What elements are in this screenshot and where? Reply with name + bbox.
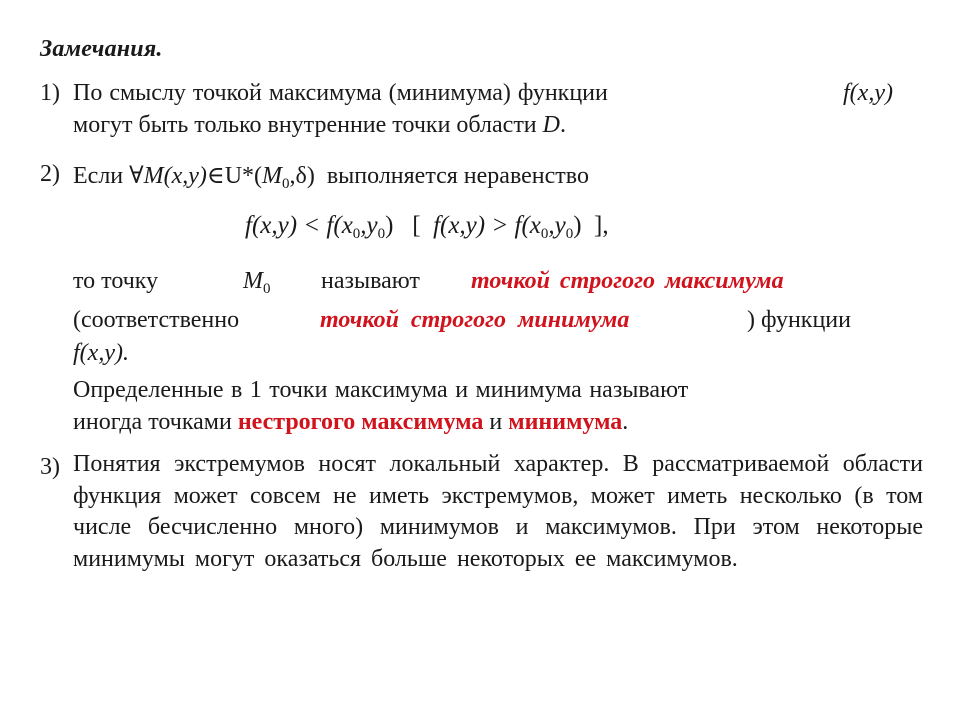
- forall-symbol: ∀: [129, 163, 144, 189]
- item1-line1: [73, 80, 608, 107]
- eq-s2: 0: [352, 226, 361, 242]
- eq-bracket-open: [: [412, 212, 421, 239]
- eq-a3: (x,y) >: [440, 212, 515, 239]
- function-args: (x,y): [849, 80, 893, 106]
- item1-number: 1): [40, 80, 60, 106]
- inequality-holds-text: выполняется неравенство: [326, 163, 589, 189]
- delta: ,δ): [289, 163, 315, 189]
- eq-e4: ): [573, 212, 582, 239]
- item3-number: 3): [40, 454, 60, 480]
- item1-line2: [73, 112, 566, 139]
- element-of-symbol: ∈: [206, 163, 225, 189]
- sometimes-points-text: иногда точками: [73, 409, 232, 435]
- eq-a1: (x,y) <: [251, 212, 327, 239]
- eq-f3: f: [433, 212, 441, 239]
- definition-line1: Определенные в 1 точки максимума и минимума называют: [73, 377, 689, 403]
- eq-c4: ,y: [548, 212, 566, 239]
- eq-s3: 0: [377, 226, 386, 242]
- inequality-equation: [245, 212, 609, 240]
- eq-p4: (x: [521, 212, 541, 239]
- eq-f2: f: [326, 212, 334, 239]
- nonstrict-maximum-term: нестрогого максимума: [237, 409, 484, 435]
- function-args-last: (x,y).: [79, 340, 129, 366]
- point-m: M: [143, 163, 164, 189]
- definition-line2: [73, 409, 628, 436]
- respectively-text: (соответственно: [73, 307, 240, 333]
- item1-period: .: [560, 112, 566, 138]
- if-word: Если: [73, 163, 124, 189]
- eq-c2: ,y: [360, 212, 378, 239]
- eq-f4: f: [514, 212, 522, 239]
- point-m0-label: M: [243, 268, 263, 294]
- function-f: f: [843, 80, 850, 106]
- item1-line2-text: могут быть только внутренние точки области: [73, 112, 537, 138]
- item1-function: [843, 80, 893, 107]
- region-d: D: [542, 112, 560, 138]
- eq-s4: 0: [540, 226, 549, 242]
- eq-s5: 0: [565, 226, 574, 242]
- function-word: ) функции: [747, 307, 851, 333]
- function-fxy-line: [73, 340, 129, 367]
- then-point-text: то точку: [73, 268, 159, 294]
- and-word: и: [489, 409, 503, 435]
- point-m0-sub: 0: [263, 281, 271, 297]
- strict-maximum-term: точкой строгого максимума: [471, 268, 784, 294]
- strict-minimum-term: точкой строгого минимума: [320, 307, 630, 333]
- point-m0: M: [262, 163, 283, 189]
- called-word: называют: [321, 268, 420, 294]
- subscript-zero: 0: [282, 176, 290, 192]
- eq-p2: (x: [333, 212, 353, 239]
- point-m0-line: [243, 268, 271, 295]
- item1-line1-text: По смыслу точкой максимума (минимума) функции: [73, 80, 608, 106]
- definition-period: .: [622, 409, 629, 435]
- item3-paragraph: Понятия экстремумов носят локальный характер. В рассматриваемой области функция может совсем не иметь экстремумов, может иметь несколько (в том числе бесчисленно много) минимумов и максимумов. При этом некоторые минимумы могут оказаться больше некоторых ее максимумов.: [73, 451, 923, 572]
- point-m-args: (x,y): [163, 163, 207, 189]
- heading: Замечания.: [40, 36, 163, 62]
- neighborhood-u: U*(: [224, 163, 263, 189]
- eq-e2: ): [385, 212, 394, 239]
- eq-bracket-close: ],: [594, 212, 609, 239]
- function-f-last: f: [73, 340, 80, 366]
- item2-condition: [73, 161, 589, 190]
- eq-f1: f: [245, 212, 252, 239]
- minimum-term: минимума: [508, 409, 623, 435]
- item2-number: 2): [40, 161, 60, 187]
